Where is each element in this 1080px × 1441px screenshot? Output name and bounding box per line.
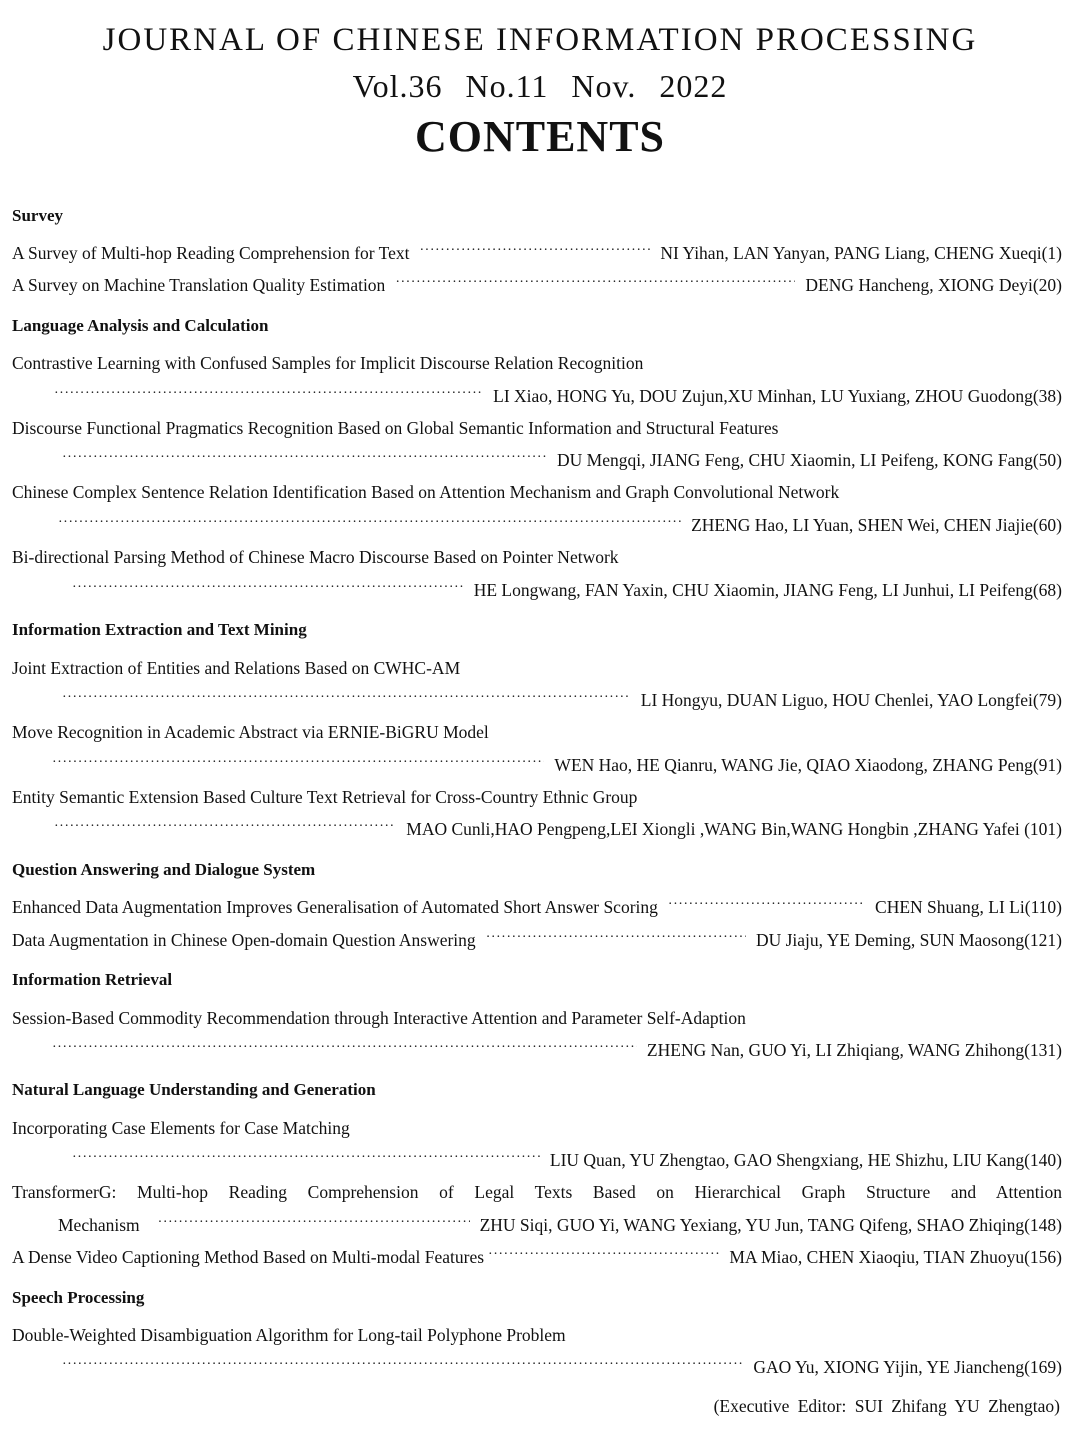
toc-entry[interactable] — [12, 273, 1062, 297]
entry-authors: ZHU Siqi, GUO Yi, WANG Yexiang, YU Jun, TANG Qifeng, SHAO Zhiqing(148) — [479, 1215, 1062, 1235]
leader-dots — [395, 273, 795, 297]
entry-authors: LI Xiao, HONG Yu, DOU Zujun,XU Minhan, LU Yuxiang, ZHOU Guodong(38) — [493, 386, 1062, 406]
entry-title: Chinese Complex Sentence Relation Identification Based on Attention Mechanism and Graph Convolutional Network — [12, 482, 840, 502]
executive-editor-note: (Executive Editor: SUI Zhifang YU Zhengtao) — [713, 1396, 1060, 1416]
entry-title: Entity Semantic Extension Based Culture Text Retrieval for Cross-Country Ethnic Group — [12, 787, 638, 807]
leader-dots — [420, 241, 651, 265]
leader-dots — [52, 1038, 637, 1062]
entry-authors: HE Longwang, FAN Yaxin, CHU Xiaomin, JIANG Feng, LI Junhui, LI Peifeng(68) — [473, 580, 1062, 600]
entry-title: Double-Weighted Disambiguation Algorithm for Long-tail Polyphone Problem — [12, 1325, 566, 1345]
toc-entry-authors[interactable] — [52, 1038, 1062, 1062]
toc-entry-authors[interactable] — [54, 384, 1062, 408]
entry-authors: DU Mengqi, JIANG Feng, CHU Xiaomin, LI Peifeng, KONG Fang(50) — [556, 450, 1062, 470]
leader-dots — [62, 448, 547, 472]
entry-title-continued: Mechanism — [58, 1215, 140, 1235]
section-heading: Natural Language Understanding and Generation — [12, 1080, 376, 1099]
toc-entry[interactable] — [12, 241, 1062, 265]
toc-entry-title[interactable] — [12, 1006, 1062, 1030]
toc-entry-title[interactable] — [12, 785, 1062, 809]
entry-authors: LIU Quan, YU Zhengtao, GAO Shengxiang, HE Shizhu, LIU Kang(140) — [549, 1150, 1062, 1170]
leader-dots — [72, 1148, 540, 1172]
toc-entry-title[interactable] — [12, 480, 1062, 504]
section-heading: Information Extraction and Text Mining — [12, 620, 307, 639]
toc-entry-authors[interactable] — [62, 1355, 1062, 1379]
toc-entry-authors[interactable] — [62, 688, 1062, 712]
entry-authors: MAO Cunli,HAO Pengpeng,LEI Xiongli ,WANG Bin,WANG Hongbin ,ZHANG Yafei (101) — [406, 819, 1062, 839]
toc-entry-authors[interactable] — [54, 817, 1062, 841]
entry-authors: LI Hongyu, DUAN Liguo, HOU Chenlei, YAO Longfei(79) — [640, 690, 1062, 710]
leader-dots — [488, 1245, 719, 1269]
toc-entry[interactable] — [12, 1245, 1062, 1269]
leader-dots — [58, 513, 681, 537]
section-heading: Question Answering and Dialogue System — [12, 860, 316, 879]
entry-title: Data Augmentation in Chinese Open-domain Question Answering — [12, 930, 476, 950]
leader-dots — [486, 928, 746, 952]
entry-authors: CHEN Shuang, LI Li(110) — [875, 897, 1062, 917]
toc-entry-authors[interactable] — [72, 1148, 1062, 1172]
volume-info: Vol.36 No.11 Nov. 2022 — [352, 68, 728, 104]
contents-heading: CONTENTS — [414, 112, 666, 161]
toc-entry-title[interactable] — [12, 351, 1062, 375]
entry-title: Enhanced Data Augmentation Improves Generalisation of Automated Short Answer Scoring — [12, 897, 658, 917]
entry-title: Contrastive Learning with Confused Samples for Implicit Discourse Relation Recognition — [12, 353, 644, 373]
section-heading: Language Analysis and Calculation — [12, 316, 269, 335]
entry-title: Incorporating Case Elements for Case Matching — [12, 1118, 350, 1138]
toc-entry-title[interactable] — [12, 416, 1062, 440]
toc-entry-authors[interactable] — [72, 578, 1062, 602]
toc-entry-authors[interactable] — [62, 448, 1062, 472]
toc-entry[interactable] — [12, 928, 1062, 952]
toc-entry-authors[interactable] — [58, 1213, 1062, 1237]
entry-title: Session-Based Commodity Recommendation through Interactive Attention and Parameter Self-Adaption — [12, 1008, 746, 1028]
entry-title: Move Recognition in Academic Abstract via ERNIE-BiGRU Model — [12, 722, 489, 742]
leader-dots — [54, 384, 483, 408]
leader-dots — [62, 1355, 743, 1379]
toc-entry-title[interactable] — [12, 1116, 1062, 1140]
leader-dots — [158, 1213, 470, 1237]
toc-entry-title[interactable] — [12, 720, 1062, 744]
toc-entry-title[interactable] — [12, 545, 1062, 569]
entry-title: Discourse Functional Pragmatics Recognition Based on Global Semantic Information and Structural Features — [12, 418, 779, 438]
leader-dots — [62, 688, 631, 712]
entry-authors: DENG Hancheng, XIONG Deyi(20) — [805, 275, 1062, 295]
entry-authors: NI Yihan, LAN Yanyan, PANG Liang, CHENG Xueqi(1) — [660, 243, 1062, 263]
entry-authors: DU Jiaju, YE Deming, SUN Maosong(121) — [755, 930, 1062, 950]
entry-authors: GAO Yu, XIONG Yijin, YE Jiancheng(169) — [753, 1357, 1062, 1377]
leader-dots — [72, 578, 464, 602]
entry-title: A Survey on Machine Translation Quality Estimation — [12, 275, 386, 295]
entry-authors: ZHENG Hao, LI Yuan, SHEN Wei, CHEN Jiajie(60) — [691, 515, 1062, 535]
leader-dots — [668, 895, 865, 919]
toc-entry-title[interactable] — [12, 1180, 1062, 1204]
entry-authors: WEN Hao, HE Qianru, WANG Jie, QIAO Xiaodong, ZHANG Peng(91) — [554, 755, 1062, 775]
toc-entry-authors[interactable] — [52, 753, 1062, 777]
leader-dots — [54, 817, 396, 841]
journal-title: JOURNAL OF CHINESE INFORMATION PROCESSING — [102, 22, 978, 58]
toc-entry-authors[interactable] — [58, 513, 1062, 537]
entry-title: Joint Extraction of Entities and Relations Based on CWHC-AM — [12, 658, 461, 678]
entry-title: TransformerG: Multi-hop Reading Comprehension of Legal Texts Based on Hierarchical Graph Structure and Attention — [12, 1182, 1062, 1202]
toc-entry-title[interactable] — [12, 1323, 1062, 1347]
section-heading: Speech Processing — [12, 1288, 145, 1307]
entry-title: A Dense Video Captioning Method Based on Multi-modal Features — [12, 1247, 485, 1267]
entry-title: A Survey of Multi-hop Reading Comprehension for Text — [12, 243, 410, 263]
entry-authors: MA Miao, CHEN Xiaoqiu, TIAN Zhuoyu(156) — [729, 1247, 1062, 1267]
entry-authors: ZHENG Nan, GUO Yi, LI Zhiqiang, WANG Zhihong(131) — [646, 1040, 1062, 1060]
leader-dots — [52, 753, 544, 777]
entry-title: Bi-directional Parsing Method of Chinese Macro Discourse Based on Pointer Network — [12, 547, 619, 567]
section-heading: Survey — [12, 206, 63, 225]
toc-entry[interactable] — [12, 895, 1062, 919]
section-heading: Information Retrieval — [12, 970, 173, 989]
toc-entry-title[interactable] — [12, 656, 1062, 680]
